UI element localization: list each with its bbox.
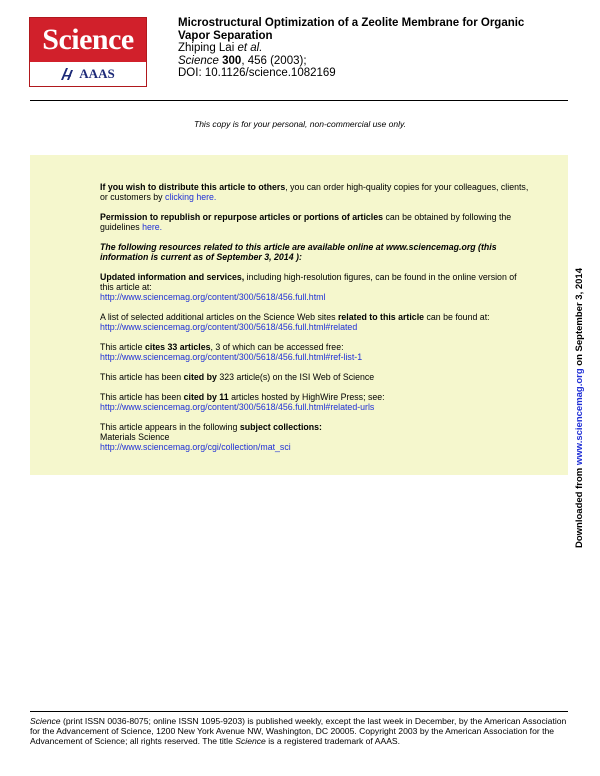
updated-url-link[interactable]: http://www.sciencemag.org/content/300/5618/456.full.html <box>100 292 326 302</box>
distribute-lead: If you wish to distribute this article to others <box>100 182 286 192</box>
isi-text1: This article has been <box>100 372 182 382</box>
et-al: et al. <box>237 42 263 54</box>
highwire-block <box>100 392 530 412</box>
clicking-here-link[interactable]: clicking here. <box>165 192 217 202</box>
subject-collection: Materials Science <box>100 432 170 442</box>
footer-journal: Science <box>30 716 61 726</box>
footer-text1: (print ISSN 0036-8075; online ISSN 1095-9203) is published weekly, except the last week in December, by the American Association for the Advancement of Science, 1200 New York Avenue NW, Washington, DC 20005. Copyright 2003 by the American Association for the Advancement of Science; all rights reserved. The title <box>30 716 567 746</box>
updated-lead: Updated information and services, <box>100 272 245 282</box>
cites-lead: cites 33 articles <box>144 342 211 352</box>
subject-block <box>100 422 530 452</box>
aaas-mark <box>30 62 146 86</box>
cites-text1: This article <box>100 342 143 352</box>
related-url-link[interactable]: http://www.sciencemag.org/content/300/5618/456.full.html#related <box>100 322 358 332</box>
updated-info-block <box>100 272 530 302</box>
sciencemag-link[interactable]: www.sciencemag.org <box>574 368 585 466</box>
article-title-line2: Vapor Separation <box>178 29 273 42</box>
citation-journal: Science <box>178 54 219 67</box>
updated-text: including high-resolution figures, can be found in the online version of this article at: <box>100 272 517 292</box>
cites-text2: , 3 of which can be accessed free: <box>210 342 344 352</box>
article-doi: DOI: 10.1126/science.1082169 <box>178 67 336 79</box>
article-authors <box>178 42 578 55</box>
aaas-icon <box>61 68 75 80</box>
citation-pages-year: , 456 (2003); <box>241 54 307 67</box>
personal-use-note: This copy is for your personal, non-commercial use only. <box>194 119 406 129</box>
logo-wordmark: Science <box>30 18 146 62</box>
related-lead: related to this article <box>337 312 425 322</box>
author-name: Zhiping Lai <box>178 42 235 54</box>
permission-lead: Permission to republish or repurpose articles or portions of articles <box>100 212 384 222</box>
related-articles-block <box>100 312 530 332</box>
isi-text2: 323 article(s) on the ISI Web of Science <box>219 372 375 382</box>
isi-block <box>100 372 530 382</box>
download-prefix: Downloaded from <box>574 467 585 548</box>
download-stamp <box>574 268 585 548</box>
cites-url-link[interactable]: http://www.sciencemag.org/content/300/5618/456.full.html#ref-list-1 <box>100 352 363 362</box>
subject-lead: subject collections: <box>239 422 322 432</box>
footer-text2: is a registered trademark of AAAS. <box>268 736 401 746</box>
highwire-url-link[interactable]: http://www.sciencemag.org/content/300/5618/456.full.html#related-urls <box>100 402 375 412</box>
science-logo <box>29 17 147 87</box>
aaas-label: AAAS <box>79 66 115 81</box>
related-text1: A list of selected additional articles on the Science Web sites <box>100 312 336 322</box>
highwire-text2: articles hosted by HighWire Press; see: <box>231 392 385 402</box>
article-title-line1: Microstructural Optimization of a Zeolite Membrane for Organic <box>178 17 525 29</box>
subject-text1: This article appears in the following <box>100 422 238 432</box>
cites-block <box>100 342 530 362</box>
copyright-footer <box>30 711 568 746</box>
info-panel-content <box>100 182 530 462</box>
article-header <box>178 17 578 80</box>
header-divider <box>30 100 568 101</box>
article-title <box>178 17 578 42</box>
permission-paragraph <box>100 212 530 232</box>
download-suffix: on September 3, 2014 <box>574 268 585 366</box>
permission-text: can be obtained by following the guidelines <box>100 212 512 232</box>
distribute-paragraph <box>100 182 530 202</box>
article-citation <box>178 55 578 68</box>
highwire-text1: This article has been <box>100 392 182 402</box>
info-panel <box>30 155 568 475</box>
subject-url-link[interactable]: http://www.sciencemag.org/cgi/collection/mat_sci <box>100 442 291 452</box>
related-text2: can be found at: <box>426 312 490 322</box>
distribute-text: , you can order high-quality copies for your colleagues, clients, or customers by <box>100 182 529 202</box>
footer-journal2: Science <box>235 736 266 746</box>
resources-notice: The following resources related to this article are available online at www.sciencemag.org (this information is current as of September 3, 2014 ): <box>100 242 497 262</box>
copyright-text <box>30 716 568 746</box>
highwire-lead: cited by 11 <box>183 392 229 402</box>
citation-volume: 300 <box>222 54 242 67</box>
isi-lead: cited by <box>183 372 217 382</box>
guidelines-here-link[interactable]: here. <box>142 222 163 232</box>
